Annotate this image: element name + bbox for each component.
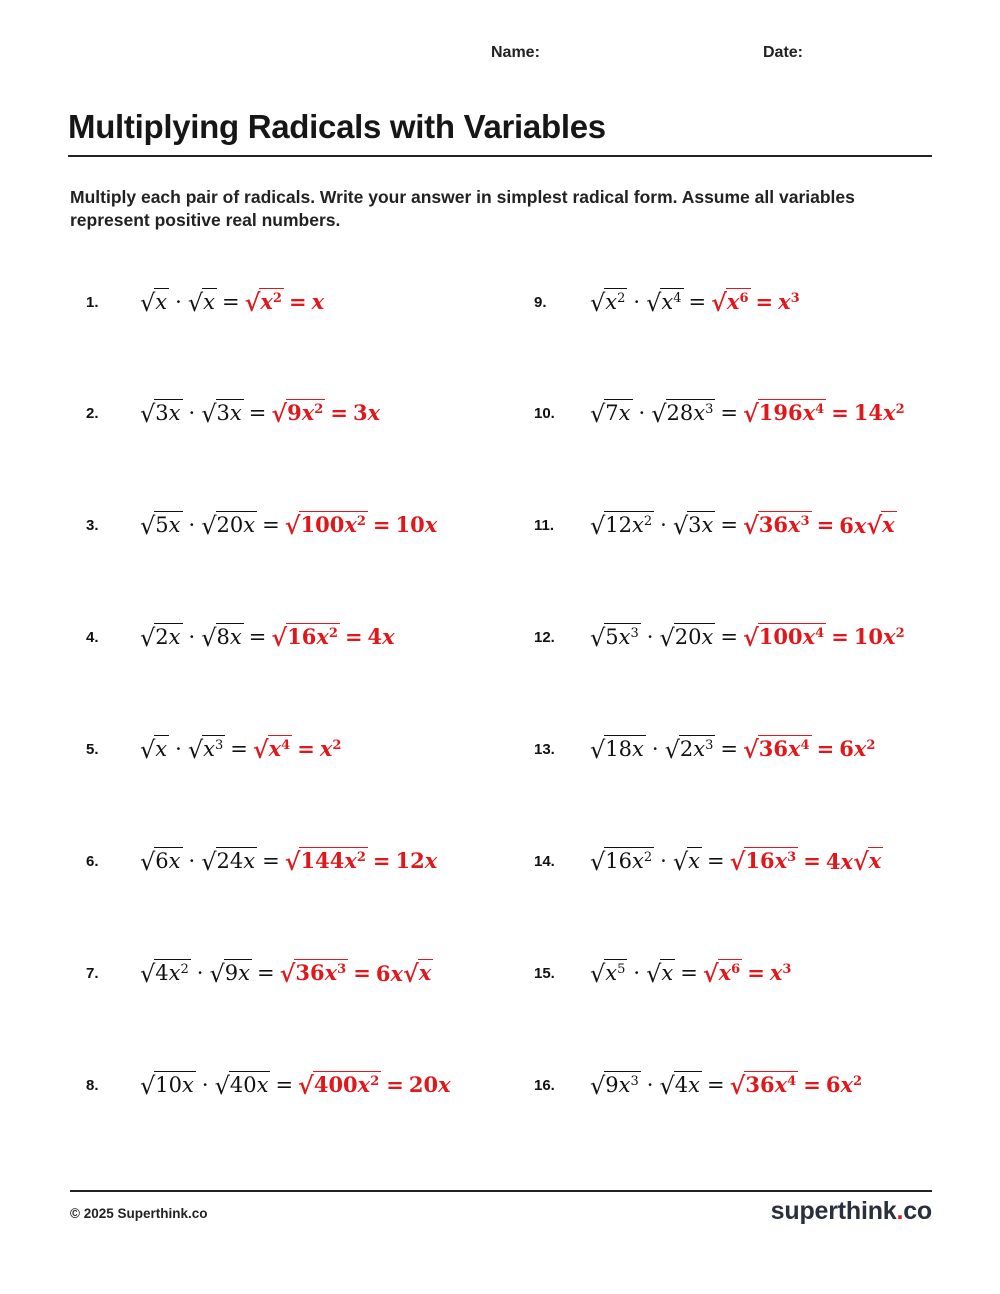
answer-product: √ $9x^2$ (271, 398, 324, 428)
answer-product: √ $144x^2$ (284, 846, 366, 876)
answer-product: √ $x^6$ (711, 287, 749, 317)
radical-a: √ $16x^2$ (590, 847, 653, 876)
problem-number: 13. (534, 740, 555, 758)
answer-simplified: 12x (395, 848, 438, 874)
radical-b: √ 20x (201, 511, 256, 540)
radical-a: √ $12x^2$ (590, 511, 653, 540)
radical-b: √ 24x (201, 847, 256, 876)
problem-number: 5. (86, 740, 99, 758)
problem-16 (534, 1065, 862, 1105)
radical-b: √ $2x^3$ (664, 735, 714, 764)
radical-b: √ 40x (214, 1071, 269, 1100)
answer-simplified: 6x √ x (839, 510, 895, 540)
problem-number: 15. (534, 964, 555, 982)
problem-number: 8. (86, 1076, 99, 1094)
answer-product: √ $36x^3$ (742, 510, 810, 540)
answer-product: √ $16x^3$ (729, 846, 797, 876)
radical-b: √ 9x (209, 959, 250, 988)
radical-b: √ x (672, 847, 700, 876)
answer-product: √ $400x^2$ (298, 1070, 380, 1100)
radical-b: √ 8x (201, 623, 242, 652)
radical-b: √ 4x (659, 1071, 700, 1100)
problem-expression: √ $x^5$ · √ x = √ $x^6$ = $x^3$ (590, 958, 792, 988)
brand-name: superthink (770, 1197, 897, 1225)
problem-expression: √ 6x · √ 24x = √ $144x^2$ = 12x (140, 846, 438, 876)
answer-simplified: 6x √ x (375, 958, 432, 988)
problem-2 (86, 393, 380, 433)
radical-a: √ x (140, 288, 168, 317)
radical-a: √ 7x (590, 399, 631, 428)
radical-a: √ $x^2$ (590, 288, 626, 317)
radical-b: √ $x^4$ (646, 288, 682, 317)
problem-expression: √ $12x^2$ · √ 3x = √ $36x^3$ = 6x √ x (590, 510, 895, 540)
page-title: Multiplying Radicals with Variables (68, 108, 606, 145)
name-field-label: Name: (491, 44, 540, 61)
answer-simplified: 10x (395, 512, 438, 538)
radical-a: √ $4x^2$ (140, 959, 189, 988)
radical-a: √ 10x (140, 1071, 194, 1100)
problem-5 (86, 729, 341, 769)
answer-simplified: 3x (352, 400, 381, 426)
answer-simplified: $x^3$ (769, 960, 792, 986)
answer-product: √ $100x^4$ (742, 622, 825, 652)
problem-4 (86, 617, 395, 657)
problem-9 (534, 282, 800, 322)
answer-simplified: $x^3$ (778, 289, 800, 315)
radical-b: √ x (187, 288, 215, 317)
brand-dot: . (896, 1197, 904, 1225)
problem-12 (534, 617, 905, 657)
title-divider (68, 155, 932, 157)
problem-number: 3. (86, 516, 99, 534)
problem-number: 12. (534, 628, 555, 646)
radical-a: √ $9x^3$ (590, 1071, 639, 1100)
answer-simplified: $6x^2$ (839, 736, 876, 762)
radical-b: √ $28x^3$ (651, 399, 714, 428)
radical-a: √ $x^5$ (590, 959, 626, 988)
problem-13 (534, 729, 875, 769)
answer-product: √ $x^2$ (244, 287, 282, 317)
answer-simplified: 4x (367, 624, 395, 650)
answer-simplified: $10x^2$ (853, 624, 905, 650)
problem-expression: √ 10x · √ 40x = √ $400x^2$ = 20x (140, 1070, 451, 1100)
problem-number: 1. (86, 293, 99, 311)
problem-expression: √ x · √ $x^3$ = √ $x^4$ = $x^2$ (140, 734, 342, 764)
problem-number: 6. (86, 852, 99, 870)
radical-a: √ 5x (140, 511, 181, 540)
problem-number: 9. (534, 293, 547, 311)
brand-logo (771, 1197, 932, 1226)
problem-expression: √ x · √ x = √ $x^2$ = x (140, 287, 325, 317)
problem-6 (86, 841, 437, 881)
answer-simplified: 4x √ x (825, 846, 882, 876)
problem-expression: √ $16x^2$ · √ x = √ $16x^3$ = 4x √ x (590, 846, 882, 876)
radical-a: √ 6x (140, 847, 181, 876)
radical-a: √ 3x (140, 399, 181, 428)
problem-3 (86, 505, 437, 545)
radical-b: √ 20x (659, 623, 714, 652)
problem-1 (86, 282, 324, 322)
problem-expression: √ $5x^3$ · √ 20x = √ $100x^4$ = $10x^2$ (590, 622, 905, 652)
problem-7 (86, 953, 433, 993)
date-field-label: Date: (763, 44, 804, 61)
instructions: Multiply each pair of radicals. Write your answer in simplest radical form. Assume all variables represent positive real numbers. (70, 187, 855, 230)
answer-simplified: x (311, 289, 325, 315)
answer-product: √ $36x^3$ (279, 958, 347, 988)
answer-simplified: $x^2$ (319, 736, 342, 762)
radical-a: √ 18x (590, 735, 644, 764)
problem-expression: √ $4x^2$ · √ 9x = √ $36x^3$ = 6x √ x (140, 958, 432, 988)
radical-b: √ 3x (672, 511, 714, 540)
problem-number: 11. (534, 516, 555, 534)
problem-number: 2. (86, 404, 99, 422)
problem-expression: √ 3x · √ 3x = √ $9x^2$ = 3x (140, 398, 381, 428)
answer-product: √ $x^6$ (702, 958, 741, 988)
problem-expression: √ 5x · √ 20x = √ $100x^2$ = 10x (140, 510, 438, 540)
answer-product: √ $36x^4$ (729, 1070, 797, 1100)
problem-expression: √ $9x^3$ · √ 4x = √ $36x^4$ = $6x^2$ (590, 1070, 863, 1100)
problem-number: 16. (534, 1076, 555, 1094)
radical-a: √ $5x^3$ (590, 623, 639, 652)
answer-simplified: $6x^2$ (825, 1072, 863, 1098)
radical-a: √ 2x (140, 623, 181, 652)
copyright-text: © 2025 Superthink.co (70, 1206, 208, 1221)
problem-11 (534, 505, 897, 545)
problem-8 (86, 1065, 451, 1105)
radical-b: √ $x^3$ (187, 735, 224, 764)
brand-tld: co (903, 1197, 932, 1225)
radical-b: √ 3x (201, 399, 242, 428)
problem-10 (534, 393, 905, 433)
radical-a: √ x (140, 735, 168, 764)
problem-expression: √ $x^2$ · √ $x^4$ = √ $x^6$ = $x^3$ (590, 287, 800, 317)
radical-b: √ x (646, 959, 674, 988)
problem-number: 10. (534, 404, 555, 422)
problem-expression: √ 7x · √ $28x^3$ = √ $196x^4$ = $14x^2$ (590, 398, 905, 428)
problem-expression: √ 2x · √ 8x = √ $16x^2$ = 4x (140, 622, 395, 652)
problem-expression: √ 18x · √ $2x^3$ = √ $36x^4$ = $6x^2$ (590, 734, 876, 764)
answer-product: √ $196x^4$ (742, 398, 825, 428)
problem-number: 14. (534, 852, 555, 870)
answer-product: √ $100x^2$ (284, 510, 366, 540)
answer-product: √ $16x^2$ (271, 622, 338, 652)
answer-product: √ $36x^4$ (742, 734, 810, 764)
problem-14 (534, 841, 883, 881)
problem-number: 4. (86, 628, 99, 646)
answer-product: √ $x^4$ (252, 734, 291, 764)
answer-simplified: 20x (408, 1072, 451, 1098)
answer-simplified: $14x^2$ (853, 400, 905, 426)
problem-number: 7. (86, 964, 99, 982)
footer-divider (70, 1190, 932, 1192)
problem-15 (534, 953, 791, 993)
